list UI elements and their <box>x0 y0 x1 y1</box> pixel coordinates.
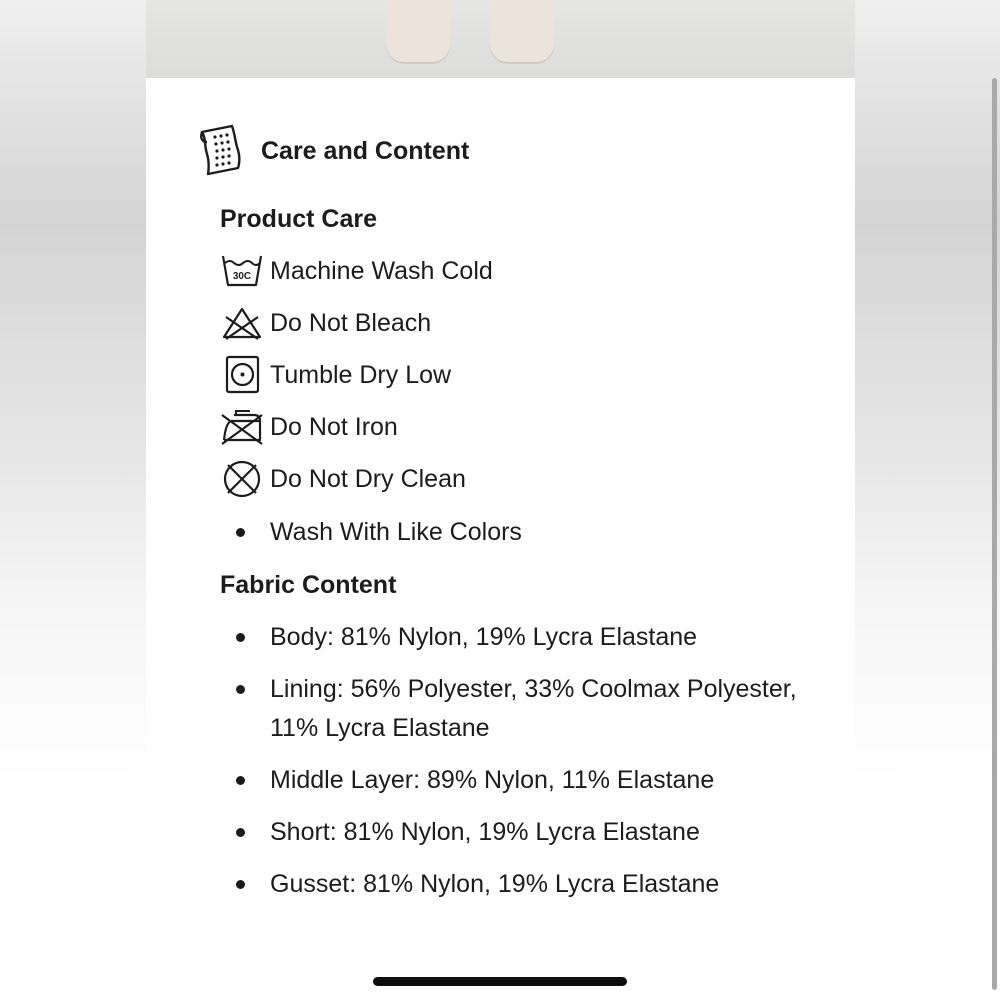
background-left <box>0 0 146 1000</box>
care-item-label: Tumble Dry Low <box>270 361 452 389</box>
care-item-label: Do Not Dry Clean <box>270 465 466 493</box>
product-care-heading: Product Care <box>220 205 377 233</box>
fabric-content-heading: Fabric Content <box>220 571 397 599</box>
fabric-item-middle-layer: Middle Layer: 89% Nylon, 11% Elastane <box>270 766 715 794</box>
care-item-machine-wash <box>220 251 820 291</box>
fabric-item-body: Body: 81% Nylon, 19% Lycra Elastane <box>270 623 698 651</box>
scrollbar[interactable] <box>992 78 997 990</box>
svg-text:30C: 30C <box>232 271 252 282</box>
section-title: Care and Content <box>261 137 470 165</box>
care-item-do-not-iron <box>220 407 820 447</box>
bullet-icon <box>236 828 245 837</box>
care-item-label: Machine Wash Cold <box>270 257 493 285</box>
machine-wash-30c-icon <box>220 251 264 291</box>
bullet-icon <box>236 528 245 537</box>
do-not-iron-icon <box>220 407 264 447</box>
shoe-image <box>490 0 554 62</box>
fabric-tag-icon <box>198 124 242 176</box>
background-right <box>855 0 1000 1000</box>
fabric-item-lining: Lining: 56% Polyester, 33% Coolmax Polyester, 11% Lycra Elastane <box>270 675 797 742</box>
care-item-tumble-dry-low <box>220 355 820 395</box>
shoe-image <box>386 0 450 62</box>
care-item-label: Do Not Bleach <box>270 309 432 337</box>
care-item-do-not-dry-clean <box>220 459 820 499</box>
bullet-icon <box>236 776 245 785</box>
home-indicator[interactable] <box>373 977 627 986</box>
bullet-icon <box>236 880 245 889</box>
fabric-item-short: Short: 81% Nylon, 19% Lycra Elastane <box>270 818 700 846</box>
do-not-bleach-icon <box>220 303 264 343</box>
care-content-header[interactable] <box>198 124 242 176</box>
care-item-wash-like-colors: Wash With Like Colors <box>270 518 522 546</box>
tumble-dry-low-icon <box>220 355 264 395</box>
fabric-item-gusset: Gusset: 81% Nylon, 19% Lycra Elastane <box>270 870 720 898</box>
do-not-dry-clean-icon <box>220 459 264 499</box>
bullet-icon <box>236 633 245 642</box>
bullet-icon <box>236 685 245 694</box>
care-item-do-not-bleach <box>220 303 820 343</box>
product-photo <box>146 0 855 78</box>
care-item-label: Do Not Iron <box>270 413 398 441</box>
